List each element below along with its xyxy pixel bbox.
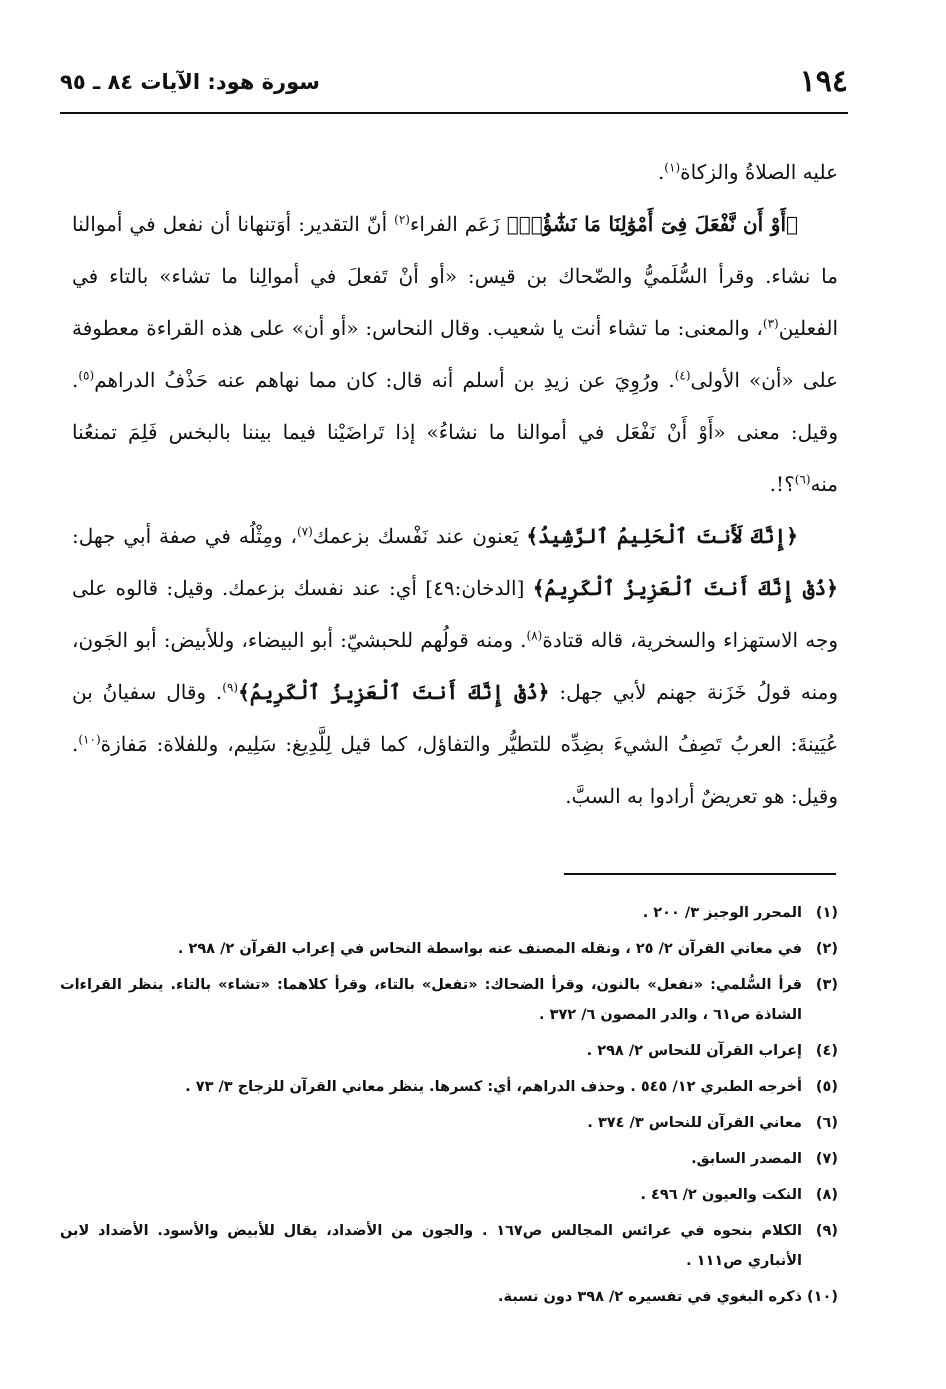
footnote-number: (٢) (815, 941, 838, 957)
footnote (60, 970, 838, 1030)
footnote (60, 1108, 838, 1138)
running-title: سورة هود: الآيات ٨٤ ـ ٩٥ (60, 70, 320, 94)
quran-verse: ﴿ذُقْ إِنَّكَ أَنتَ ٱلْعَزِيزُ ٱلْكَرِيمُ﴾ (532, 576, 838, 600)
paragraph-2: ﴿أَوْ أَن نَّفْعَلَ فِىٓ أَمْوَٰلِنَا مَا نَشَٰٓؤُا۟﴾ زَعَم الفراء$^{(٢)}$ أنّ التقدير: أوَتنهانا أن نفعل في أموالنا ما نشاء. وقرأ السُّلَميُّ والضّحاك بن قيس: «أو أنْ تَفعلَ في أموالِنا ما تشاء» بالتاء في الفعلين$^{(٣)}$، والمعنى: ما تشاء أنت يا شعيب. وقال النحاس: «أو أن» على هذه القراءة معطوفة على «أن» الأولى$^{(٤)}$. ورُوِيَ عن زيدِ بن أسلم أنه قال: كان مما نهاهم عنه حَذْفُ الدراهم$^{(٥)}$. وقيل: معنى «أَوْ أَنْ نَفْعَل في أموالنا ما نشاءُ» إذا تَراضَيْنا فيما بيننا بالبخس فَلِمَ تمنعُنا منه$^{(٦)}$؟!. (72, 212, 838, 496)
footnote-number: (١) (815, 905, 838, 921)
paragraph-3: ﴿إِنَّكَ لَأَنتَ ٱلْحَلِيمُ ٱلرَّشِيدُ﴾ يَعنون عند نَفْسك بزعمك$^{(٧)}$، ومِثْلُه في صفة أبي جهل: ﴿ذُقْ إِنَّكَ أَنتَ ٱلْعَزِيزُ ٱلْكَرِيمُ﴾ [الدخان:٤٩] أي: عند نفسك بزعمك. وقيل: قالوه على وجه الاستهزاء والسخرية، قاله قتادة$^{(٨)}$. ومنه قولُهم للحبشيّ: أبو البيضاء، وللأبيض: أبو الجَون، ومنه قولُ خَزَنة جهنم لأبي جهل: ﴿ذُقْ إِنَّكَ أَنتَ ٱلْعَزِيزُ ٱلْكَرِيمُ﴾$^{(٩)}$. وقال سفيانُ بن عُيَينةَ: العربُ تَصِفُ الشيءَ بضِدِّه للتطيُّر والتفاؤل، كما قيل لِلَّدِيغ: سَلِيم، وللفلاة: مَفازة$^{(١٠)}$. وقيل: هو تعريضٌ أرادوا به السبَّ. (72, 524, 838, 808)
main-text (72, 146, 838, 822)
footnote (60, 1144, 838, 1174)
footnote-ref-9: (٩) (222, 680, 239, 695)
footnote-ref-1: (١) (664, 160, 681, 175)
footnote (60, 934, 838, 964)
paragraph-1: عليه الصلاةُ والزكاة$^{(١)}$. (657, 160, 838, 184)
footnote-text: المصدر السابق. (691, 1151, 802, 1167)
quran-verse: ﴿إِنَّكَ لَأَنتَ ٱلْحَلِيمُ ٱلرَّشِيدُ﴾ (526, 524, 798, 548)
footnote-number: (٨) (815, 1187, 838, 1203)
footnotes (60, 898, 838, 1318)
footnote-ref-6: (٦) (794, 472, 811, 487)
footnote-ref-3: (٣) (762, 316, 779, 331)
footnote-text: قرأ السُّلمي: «نفعل» بالنون، وقرأ الضحاك: «تفعل» بالتاء، وقرأ كلاهما: «تشاء» بالتاء. ينظر القراءات الشاذة ص٦١ ، والدر المصون ٦/ ٣٧٢ . (60, 977, 802, 1023)
footnote-number: (٩) (815, 1223, 838, 1239)
footnote (60, 1180, 838, 1210)
page-number: ١٩٤ (799, 64, 848, 99)
page-header (60, 62, 848, 102)
footnote (60, 1036, 838, 1066)
footnote (60, 1072, 838, 1102)
footnote-text: الكلام بنحوه في عرائس المجالس ص١٦٧ . والجون من الأضداد، يقال للأبيض والأسود. الأضداد لابن الأنباري ص١١١ . (60, 1223, 802, 1269)
footnote-ref-7: (٧) (296, 524, 313, 539)
footnote-number: (٤) (815, 1043, 838, 1059)
footnote-number: (٦) (815, 1115, 838, 1131)
footnote-text: إعراب القرآن للنحاس ٢/ ٢٩٨ . (586, 1043, 802, 1059)
footnote (60, 898, 838, 928)
footnote-number: (٣) (815, 977, 838, 993)
footnote-text: المحرر الوجيز ٣/ ٢٠٠ . (642, 905, 802, 921)
header-rule (60, 112, 848, 114)
footnote-ref-4: (٤) (674, 368, 691, 383)
footnote-number: (٥) (815, 1079, 838, 1095)
footnote-number: (٧) (815, 1151, 838, 1167)
quran-verse: ﴿أَوْ أَن نَّفْعَلَ فِىٓ أَمْوَٰلِنَا مَا نَشَٰٓؤُا۟﴾ (506, 212, 799, 236)
footnote-text: في معاني القرآن ٢/ ٢٥ ، ونقله المصنف عنه بواسطة النحاس في إعراب القرآن ٢/ ٢٩٨ . (177, 941, 802, 957)
footnote-text: معاني القرآن للنحاس ٣/ ٣٧٤ . (587, 1115, 802, 1131)
quran-verse: ﴿ذُقْ إِنَّكَ أَنتَ ٱلْعَزِيزُ ٱلْكَرِيمُ﴾ (238, 680, 550, 704)
footnote-text: أخرجه الطبري ١٢/ ٥٤٥ . وحذف الدراهم، أي: كسرها. ينظر معاني القرآن للزجاج ٣/ ٧٣ . (185, 1079, 802, 1095)
footnote-ref-5: (٥) (78, 368, 95, 383)
footnote-ref-2: (٢) (394, 212, 410, 227)
footnote-separator (564, 873, 836, 875)
footnote-ref-8: (٨) (526, 628, 543, 643)
footnote-text: ذكره البغوي في تفسيره ٢/ ٣٩٨ دون نسبة. (498, 1289, 802, 1305)
footnote-number: (١٠) (807, 1289, 838, 1305)
footnote-text: النكت والعيون ٢/ ٤٩٦ . (640, 1187, 802, 1203)
footnote (60, 1216, 838, 1276)
footnote-ref-10: (١٠) (78, 732, 101, 747)
footnote (60, 1282, 838, 1312)
